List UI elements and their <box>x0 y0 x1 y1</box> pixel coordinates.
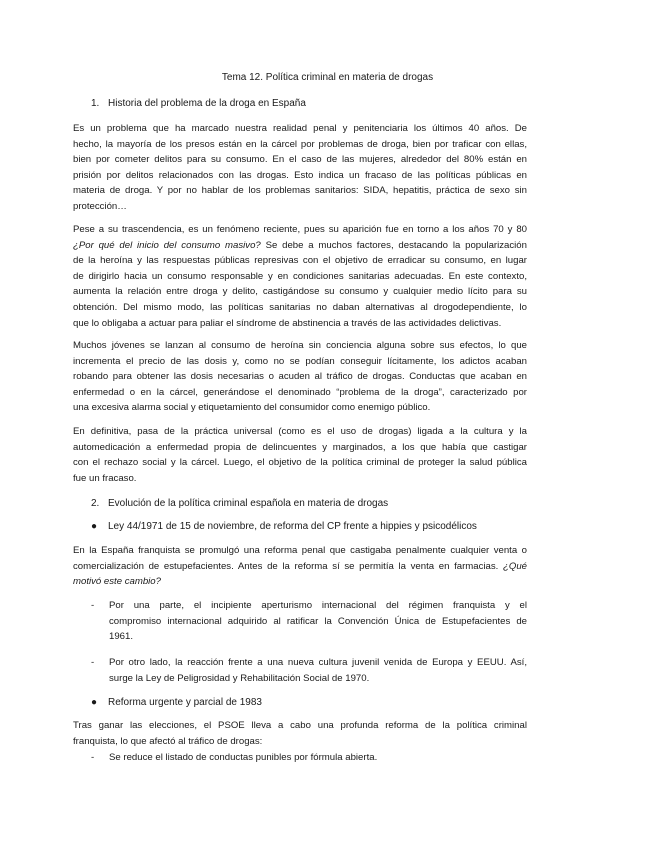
paragraph-line: incrementa el precio de las dosis y, como no se podían conseguir lícitamente, los adictos acaban <box>73 355 527 367</box>
paragraph-line: Es un problema que ha marcado nuestra realidad penal y penitenciaria los últimos 40 años. De <box>73 123 527 134</box>
section-heading-2 <box>91 496 388 512</box>
bullet-icon: ● <box>91 521 98 532</box>
document-title: Tema 12. Política criminal en materia de drogas <box>221 72 434 83</box>
italic-question: ¿Qué <box>503 560 527 572</box>
paragraph-line: obtención. Del mismo modo, las políticas sanitarias no daban alternativas al drogodependiente, lo <box>73 301 527 313</box>
paragraph-line: En la España franquista se promulgó una reforma penal que castigaba penalmente cualquier venta o <box>73 545 527 556</box>
paragraph-line: franquista, lo que afectó al tráfico de drogas: <box>73 735 263 747</box>
section-label: Historia del problema de la droga en España <box>108 98 306 109</box>
dash-item-1 <box>91 598 527 646</box>
paragraph-3 <box>73 338 527 416</box>
paragraph-line: de la heroína y las respuestas públicas represivas con el objetivo de erradicar su consumo, en lugar <box>73 255 527 267</box>
dash-text <box>109 750 527 766</box>
paragraph-line: de dirigirlo hacia un consumo responsable y en condiciones sanitarias adecuadas. En este contexto, <box>73 270 527 282</box>
bullet-item-2 <box>91 695 262 711</box>
paragraph-line: En definitiva, pasa de la práctica universal (como es el uso de drogas) ligada a la cultura y la <box>73 426 527 437</box>
section-number: 1. <box>91 98 100 109</box>
dash-icon: - <box>91 600 95 611</box>
dash-icon: - <box>91 657 95 668</box>
paragraph-line: con el rechazo social y la cárcel. Luego, el objetivo de la política criminal de proteger la salud pública <box>73 457 527 469</box>
section-number: 2. <box>91 498 100 509</box>
bullet-item-1 <box>91 519 477 535</box>
paragraph-line <box>73 238 527 254</box>
paragraph-line: protección… <box>73 200 127 212</box>
dash-line: Por otro lado, la reacción frente a una nueva cultura juvenil venida de Europa y EEUU. Así, <box>109 657 527 668</box>
paragraph-5 <box>73 543 527 590</box>
bullet-icon: ● <box>91 697 98 708</box>
paragraph-4 <box>73 424 527 486</box>
paragraph-2 <box>73 222 527 331</box>
section-label: Evolución de la política criminal española en materia de drogas <box>108 498 389 509</box>
paragraph-6 <box>73 718 527 749</box>
paragraph-line: Muchos jóvenes se lanzan al consumo de heroína sin conciencia alguna sobre sus efectos, lo que <box>73 340 527 351</box>
paragraph-line: materia de droga. Y por no hablar de los problemas sanitarios: SIDA, hepatitis, práctica de sexo sin <box>73 185 527 197</box>
dash-line: surge la Ley de Peligrosidad y Rehabilitación Social de 1970. <box>109 672 370 684</box>
paragraph-line <box>73 574 527 590</box>
paragraph-line: hecho, la mayoría de los presos están en la cárcel por problemas de droga, bien por traficar con ellas, <box>73 138 527 150</box>
paragraph-line: bien por cometer delitos para su consumo. En el caso de las mujeres, alrededor del 80% están en <box>73 154 527 166</box>
paragraph-line: que lo obligaba a actuar para paliar el síndrome de abstinencia a través de las actividades delictivas. <box>73 317 502 329</box>
dash-line: compromiso internacional adquirido al ratificar la Convención Única de Estupefacientes de <box>109 615 527 627</box>
section-heading-1 <box>91 96 306 112</box>
bullet-label: Ley 44/1971 de 15 de noviembre, de reforma del CP frente a hippies y psicodélicos <box>108 521 477 532</box>
paragraph-line: una excesiva alarma social y etiquetamiento del consumidor como enemigo público. <box>73 402 431 414</box>
paragraph-line: Pese a su trascendencia, es un fenómeno reciente, pues su aparición fue en torno a los años 70 y 80 <box>73 224 527 235</box>
bullet-label: Reforma urgente y parcial de 1983 <box>108 697 262 708</box>
paragraph-line: enfermedad o en la cárcel, generándose el denominado “problema de la droga”, caracterizado por <box>73 386 527 398</box>
italic-question: ¿Por qué del inicio del consumo masivo? <box>73 239 261 251</box>
paragraph-line: Tras ganar las elecciones, el PSOE lleva a cabo una profunda reforma de la política criminal <box>73 720 527 731</box>
dash-line: 1961. <box>109 631 134 643</box>
paragraph-line: prisión por delitos relacionados con las drogas. Esto indica un fracaso de las políticas públicas en <box>73 169 527 181</box>
paragraph-text: comercialización de estupefacientes. Antes de la reforma sí se permitía la venta en farmacias. <box>73 560 503 572</box>
paragraph-line: robando para obtener las dosis necesarias o acuden al tráfico de drogas. Conductas que acaban en <box>73 371 527 383</box>
paragraph-line: aumenta la relación entre droga y delito, castigándose su consumo y cualquier medio lícito para su <box>73 286 527 298</box>
paragraph-text: Se debe a muchos factores, destacando la popularización <box>260 239 527 251</box>
paragraph-line: automedicación a enfermedad propia de delincuentes y marginados, a los que había que castigar <box>73 441 527 453</box>
dash-line: Se reduce el listado de conductas punibles por fórmula abierta. <box>109 752 378 763</box>
dash-item-2 <box>91 655 527 687</box>
paragraph-line: fue un fracaso. <box>73 472 137 484</box>
dash-line: Por una parte, el incipiente aperturismo internacional del régimen franquista y el <box>109 600 527 611</box>
dash-text <box>109 598 527 645</box>
dash-text <box>109 655 527 686</box>
paragraph-1 <box>73 121 527 215</box>
dash-icon: - <box>91 752 95 763</box>
dash-item-3 <box>91 750 527 766</box>
italic-question: motivó este cambio? <box>73 576 161 588</box>
paragraph-line <box>73 559 527 575</box>
